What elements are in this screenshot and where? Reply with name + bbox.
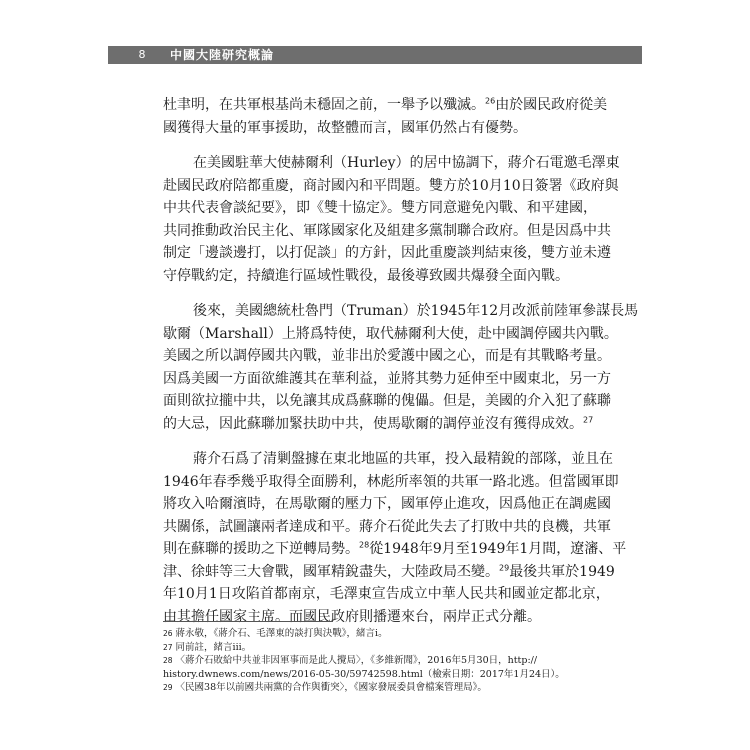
text-line: [163, 152, 620, 175]
footnote-ref[interactable]: 27: [583, 414, 594, 424]
footnote-text: 蔣永敬，《蔣介石、毛澤東的談打與決戰》，緒言i。: [175, 628, 388, 639]
text-run: 1946年春季幾乎取得全面勝利，林彪所率領的共軍一路北逃。但當國軍即: [163, 473, 619, 490]
text-run: 蔣介石爲了清剿盤據在東北地區的共軍，投入最精銳的部隊，並且在: [193, 451, 613, 467]
text-run: 共同推動政治民主化、軍隊國家化及組建多黨制聯合政府。但是因爲中共: [163, 222, 611, 239]
text-run: 由於國民政府從美: [495, 97, 608, 113]
text-run: 守停戰約定，持續進行區域性戰役，最後導致國共爆發全面內戰。: [163, 267, 569, 284]
footnote-number: 28: [163, 656, 173, 665]
footnote-text: 〈蔣介石敗給中共並非因軍事而是此人攪局〉，《多維新聞》，2016年5月30日，http://: [175, 655, 538, 666]
footnote-text: history.dwnews.com/news/2016-05-30/59742598.html（檢索日期：2017年1月24日）。: [163, 668, 565, 680]
text-run: 杜聿明，在共軍根基尚未穩固之前，一舉予以殲滅。: [163, 97, 485, 113]
footnote: [163, 654, 593, 668]
footnote-number: 29: [163, 683, 173, 692]
text-run: 共關係，試圖讓兩者達成和平。蔣介石從此失去了打敗中共的良機，共軍: [163, 518, 611, 535]
text-line: [163, 390, 611, 413]
text-run: 在美國駐華大使赫爾利（Hurley）的居中協調下，蔣介石電邀毛澤東: [193, 155, 620, 171]
footnote: [163, 668, 593, 682]
footnote: [163, 681, 593, 695]
body-text: [163, 94, 639, 628]
text-line: [163, 448, 613, 471]
text-run: 中共代表會談紀要》，即《雙十協定》。雙方同意避免內戰、和平建國，: [163, 200, 597, 216]
text-line: [163, 323, 618, 346]
text-line: [163, 197, 597, 220]
text-run: 從1948年9月至1949年1月間，遼瀋、平: [369, 541, 627, 557]
text-line: [163, 368, 611, 391]
footnote-ref[interactable]: 29: [499, 562, 510, 572]
text-run: 後來，美國總統杜魯門（Truman）於1945年12月改派前陸軍參謀長馬: [193, 303, 639, 319]
text-line: [163, 516, 611, 539]
text-run: 由其擔任國家主席。而國民政府則播遷來台，兩岸正式分離。: [163, 608, 541, 625]
text-line: [163, 471, 619, 494]
page-number: 8: [138, 48, 146, 61]
text-run: 面則欲拉攏中共，以免讓其成爲蘇聯的傀儡。但是，美國的介入犯了蘇聯: [163, 393, 611, 409]
text-line: [163, 175, 619, 198]
text-run: 津、徐蚌等三大會戰，國軍精銳盡失，大陸政局丕變。: [163, 563, 499, 580]
text-line: [163, 265, 591, 288]
text-run: 將攻入哈爾濱時，在馬歇爾的壓力下，國軍停止進攻，因爲他正在調處國: [163, 496, 611, 512]
paragraph: [163, 94, 608, 139]
text-run: 歇爾（Marshall）上將爲特使，取代赫爾利大使，赴中國調停國共內戰。: [163, 325, 618, 342]
footnotes: [163, 627, 593, 695]
text-run: 美國之所以調停國共內戰，並非出於愛護中國之心，而是有其戰略考量。: [163, 348, 611, 364]
text-line: [163, 300, 639, 323]
text-line: [163, 94, 608, 117]
footnote-ref[interactable]: 26: [485, 96, 496, 106]
text-run: 赴國民政府陪都重慶，商討國內和平問題。雙方於10月10日簽署《政府與: [163, 177, 619, 194]
text-run: 國獲得大量的軍事援助，故整體而言，國軍仍然占有優勢。: [163, 119, 527, 136]
paragraph: [163, 448, 627, 628]
footnote-number: 27: [163, 642, 173, 652]
paragraph: [163, 300, 639, 435]
text-line: [163, 606, 591, 629]
text-run: 最後共軍於1949: [509, 563, 615, 580]
footnote: [163, 641, 593, 655]
text-line: [163, 583, 610, 606]
paragraph: [163, 152, 620, 287]
text-line: [163, 345, 611, 368]
text-line: [163, 538, 627, 561]
text-line: [163, 117, 591, 140]
text-run: 年10月1日攻陷首都南京，毛澤東宣告成立中華人民共和國並定都北京，: [163, 586, 610, 602]
text-line: [163, 561, 615, 584]
footnote-divider: [163, 621, 333, 622]
text-run: 則在蘇聯的援助之下逆轉局勢。: [163, 541, 359, 557]
text-run: 的大忌，因此蘇聯加緊扶助中共，使馬歇爾的調停並沒有獲得成效。: [163, 415, 583, 432]
text-line: [163, 413, 594, 436]
text-line: [163, 220, 611, 243]
book-title: 中國大陸研究概論: [170, 48, 275, 62]
footnote-number: 26: [163, 629, 173, 638]
footnote-text: 同前註，緒言iii。: [175, 641, 252, 653]
text-line: [163, 242, 611, 265]
footnote: [163, 627, 593, 641]
footnote-text: 〈民國38年以前國共兩黨的合作與衝突〉，《國家發展委員會檔案管理局》。: [175, 682, 487, 693]
text-line: [163, 493, 611, 516]
text-run: 因爲美國一方面欲維護其在華利益，並將其勢力延伸至中國東北，另一方: [163, 370, 611, 387]
text-run: 制定「邊談邊打，以打促談」的方針，因此重慶談判結束後，雙方並未遵: [163, 245, 611, 261]
footnote-ref[interactable]: 28: [359, 540, 370, 550]
